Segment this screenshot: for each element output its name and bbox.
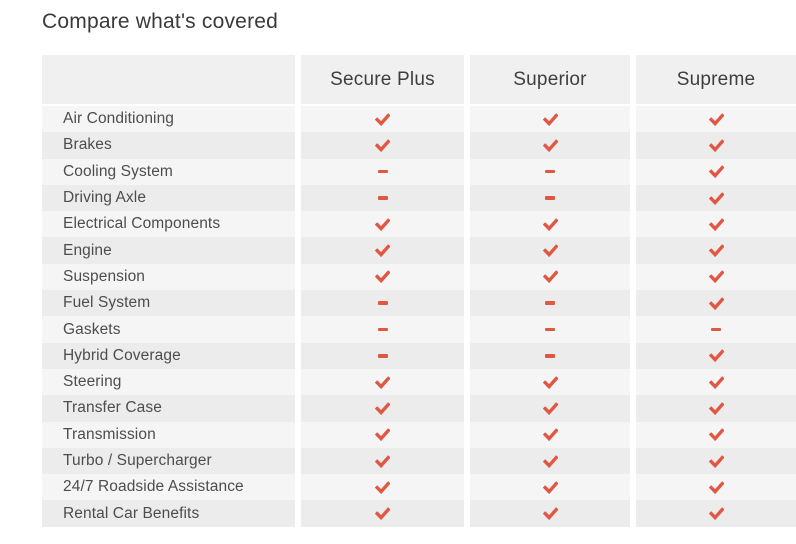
covered-check-icon <box>470 211 630 237</box>
table-row-transmission <box>42 422 796 448</box>
table-row-turbo-supercharger <box>42 448 796 474</box>
not-covered-dash-icon <box>301 185 464 211</box>
covered-check-icon <box>301 211 464 237</box>
not-covered-dash-icon <box>301 343 464 369</box>
not-covered-dash-icon <box>301 159 464 185</box>
covered-check-icon <box>636 132 796 158</box>
covered-check-icon <box>301 106 464 132</box>
covered-check-icon <box>636 237 796 263</box>
covered-check-icon <box>301 237 464 263</box>
table-row-hybrid-coverage <box>42 343 796 369</box>
plan-column-header-superior: Superior <box>470 55 630 104</box>
covered-check-icon <box>470 237 630 263</box>
covered-check-icon <box>470 395 630 421</box>
table-row-gaskets <box>42 316 796 342</box>
not-covered-dash-icon <box>470 316 630 342</box>
covered-check-icon <box>636 211 796 237</box>
covered-check-icon <box>636 369 796 395</box>
not-covered-dash-icon <box>301 290 464 316</box>
table-row-engine <box>42 237 796 263</box>
covered-check-icon <box>636 343 796 369</box>
covered-check-icon <box>470 422 630 448</box>
row-label: Air Conditioning <box>42 106 295 132</box>
covered-check-icon <box>470 264 630 290</box>
covered-check-icon <box>470 474 630 500</box>
covered-check-icon <box>636 159 796 185</box>
row-label: Rental Car Benefits <box>42 500 295 526</box>
covered-check-icon <box>470 132 630 158</box>
row-label: 24/7 Roadside Assistance <box>42 474 295 500</box>
table-row-24-7-roadside-assistance <box>42 474 796 500</box>
table-row-cooling-system <box>42 159 796 185</box>
covered-check-icon <box>301 448 464 474</box>
covered-check-icon <box>301 500 464 526</box>
row-label: Steering <box>42 369 295 395</box>
covered-check-icon <box>301 132 464 158</box>
table-row-steering <box>42 369 796 395</box>
covered-check-icon <box>636 395 796 421</box>
page-title: Compare what's covered <box>42 10 279 33</box>
row-label: Transfer Case <box>42 395 295 421</box>
row-label: Hybrid Coverage <box>42 343 295 369</box>
covered-check-icon <box>301 395 464 421</box>
covered-check-icon <box>470 500 630 526</box>
plan-column-header-supreme: Supreme <box>636 55 796 104</box>
row-label: Engine <box>42 237 295 263</box>
table-row-transfer-case <box>42 395 796 421</box>
row-label: Suspension <box>42 264 295 290</box>
not-covered-dash-icon <box>470 343 630 369</box>
not-covered-dash-icon <box>636 316 796 342</box>
covered-check-icon <box>301 264 464 290</box>
row-label: Driving Axle <box>42 185 295 211</box>
coverage-table-body <box>42 106 796 527</box>
not-covered-dash-icon <box>470 290 630 316</box>
covered-check-icon <box>636 422 796 448</box>
covered-check-icon <box>636 264 796 290</box>
covered-check-icon <box>636 500 796 526</box>
coverage-table <box>42 55 796 527</box>
not-covered-dash-icon <box>470 185 630 211</box>
header-spacer-cell <box>42 55 295 104</box>
table-row-fuel-system <box>42 290 796 316</box>
table-row-brakes <box>42 132 796 158</box>
covered-check-icon <box>636 290 796 316</box>
table-header-row <box>42 55 796 104</box>
row-label: Gaskets <box>42 316 295 342</box>
covered-check-icon <box>470 448 630 474</box>
covered-check-icon <box>470 369 630 395</box>
table-row-driving-axle <box>42 185 796 211</box>
covered-check-icon <box>636 106 796 132</box>
row-label: Fuel System <box>42 290 295 316</box>
covered-check-icon <box>301 422 464 448</box>
row-label: Cooling System <box>42 159 295 185</box>
covered-check-icon <box>301 369 464 395</box>
covered-check-icon <box>636 448 796 474</box>
not-covered-dash-icon <box>470 159 630 185</box>
covered-check-icon <box>636 474 796 500</box>
row-label: Electrical Components <box>42 211 295 237</box>
covered-check-icon <box>301 474 464 500</box>
table-row-electrical-components <box>42 211 796 237</box>
covered-check-icon <box>636 185 796 211</box>
table-row-suspension <box>42 264 796 290</box>
table-row-air-conditioning <box>42 106 796 132</box>
row-label: Turbo / Supercharger <box>42 448 295 474</box>
table-row-rental-car-benefits <box>42 500 796 526</box>
covered-check-icon <box>470 106 630 132</box>
row-label: Brakes <box>42 132 295 158</box>
not-covered-dash-icon <box>301 316 464 342</box>
plan-column-header-secure-plus: Secure Plus <box>301 55 464 104</box>
row-label: Transmission <box>42 422 295 448</box>
